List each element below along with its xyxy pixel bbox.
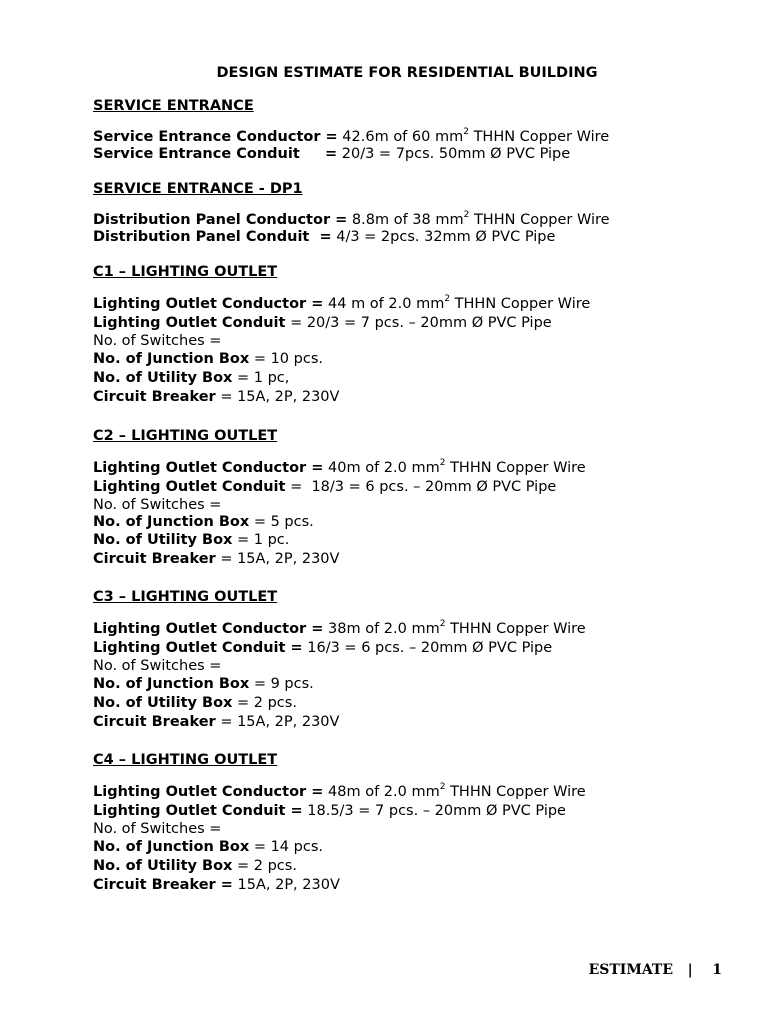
- conduit-line: Lighting Outlet Conduit = 20/3 = 7 pcs. – 20mm Ø PVC Pipe: [93, 315, 552, 331]
- section-c3-lighting-outlet: [93, 588, 586, 732]
- junction-box-line: No. of Junction Box = 10 pcs.: [93, 351, 323, 367]
- section-heading: C1 – LIGHTING OUTLET: [93, 264, 278, 280]
- section-heading: C2 – LIGHTING OUTLET: [93, 428, 278, 444]
- section-service-entrance-dp1: [93, 180, 610, 246]
- page-number: 1: [712, 962, 722, 978]
- conduit-line: Lighting Outlet Conduit = 18.5/3 = 7 pcs. – 20mm Ø PVC Pipe: [93, 803, 566, 819]
- switches-line: No. of Switches =: [93, 821, 222, 837]
- conductor-line: Lighting Outlet Conductor = 44 m of 2.0 $mm^2$ THHN Copper Wire: [93, 294, 591, 312]
- junction-box-line: No. of Junction Box = 14 pcs.: [93, 839, 323, 855]
- page-title: DESIGN ESTIMATE FOR RESIDENTIAL BUILDING: [216, 65, 598, 81]
- page-footer: [589, 962, 722, 978]
- circuit-breaker-line: Circuit Breaker = 15A, 2P, 230V: [93, 714, 340, 730]
- conduit-line: Distribution Panel Conduit = 4/3 = 2pcs. 32mm Ø PVC Pipe: [93, 229, 556, 245]
- section-heading: SERVICE ENTRANCE: [93, 98, 254, 114]
- section-heading: C4 – LIGHTING OUTLET: [93, 752, 278, 768]
- circuit-breaker-line: Circuit Breaker = 15A, 2P, 230V: [93, 877, 340, 893]
- switches-line: No. of Switches =: [93, 333, 222, 349]
- junction-box-line: No. of Junction Box = 5 pcs.: [93, 514, 314, 530]
- footer-separator: |: [687, 962, 693, 978]
- utility-box-line: No. of Utility Box = 2 pcs.: [93, 858, 297, 874]
- conductor-line: Distribution Panel Conductor = 8.8m of 38 $mm^2$ THHN Copper Wire: [93, 210, 610, 228]
- footer-label: ESTIMATE: [588, 962, 674, 978]
- switches-line: No. of Switches =: [93, 658, 222, 674]
- switches-line: No. of Switches =: [93, 497, 222, 513]
- section-heading: C3 – LIGHTING OUTLET: [93, 589, 278, 605]
- conductor-line: Lighting Outlet Conductor = 38m of 2.0 $mm^2$ THHN Copper Wire: [93, 619, 586, 637]
- conductor-line: Lighting Outlet Conductor = 40m of 2.0 $mm^2$ THHN Copper Wire: [93, 458, 586, 476]
- circuit-breaker-line: Circuit Breaker = 15A, 2P, 230V: [93, 389, 340, 405]
- section-c2-lighting-outlet: [93, 427, 586, 569]
- section-service-entrance: [93, 97, 609, 163]
- circuit-breaker-line: Circuit Breaker = 15A, 2P, 230V: [93, 551, 340, 567]
- conduit-line: Service Entrance Conduit = 20/3 = 7pcs. 50mm Ø PVC Pipe: [93, 146, 571, 162]
- conductor-line: Service Entrance Conductor = 42.6m of 60 $mm^2$ THHN Copper Wire: [93, 127, 610, 145]
- utility-box-line: No. of Utility Box = 1 pc,: [93, 370, 290, 386]
- section-c1-lighting-outlet: [93, 263, 590, 407]
- section-c4-lighting-outlet: [93, 751, 586, 895]
- section-heading: SERVICE ENTRANCE - DP1: [93, 181, 303, 197]
- conduit-line: Lighting Outlet Conduit = 16/3 = 6 pcs. – 20mm Ø PVC Pipe: [93, 640, 553, 656]
- conduit-line: Lighting Outlet Conduit = 18/3 = 6 pcs. – 20mm Ø PVC Pipe: [93, 479, 557, 495]
- utility-box-line: No. of Utility Box = 1 pc.: [93, 532, 290, 548]
- utility-box-line: No. of Utility Box = 2 pcs.: [93, 695, 297, 711]
- conductor-line: Lighting Outlet Conductor = 48m of 2.0 $mm^2$ THHN Copper Wire: [93, 782, 586, 800]
- junction-box-line: No. of Junction Box = 9 pcs.: [93, 676, 314, 692]
